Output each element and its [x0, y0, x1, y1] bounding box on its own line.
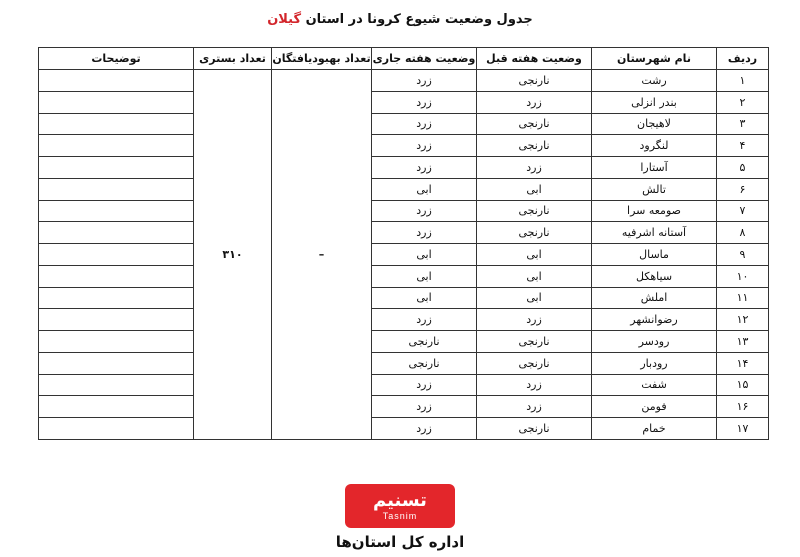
cell-index: ۲ — [717, 91, 769, 113]
cell-city: ماسال — [592, 244, 717, 266]
cell-index: ۸ — [717, 222, 769, 244]
table-row — [39, 178, 769, 200]
cell-prev-status: نارنجی — [477, 113, 592, 135]
cell-curr-status: زرد — [372, 91, 477, 113]
cell-city: صومعه سرا — [592, 200, 717, 222]
cell-city: بندر انزلی — [592, 91, 717, 113]
cell-city: رودبار — [592, 352, 717, 374]
cell-notes — [39, 222, 194, 244]
cell-curr-status: ابی — [372, 287, 477, 309]
cell-index: ۷ — [717, 200, 769, 222]
cell-prev-status: زرد — [477, 157, 592, 179]
cell-city: شفت — [592, 374, 717, 396]
cell-city: رشت — [592, 70, 717, 92]
table-row — [39, 374, 769, 396]
cell-curr-status: زرد — [372, 157, 477, 179]
cell-notes — [39, 309, 194, 331]
cell-notes — [39, 396, 194, 418]
table-row — [39, 287, 769, 309]
title-province: گیلان — [267, 12, 302, 27]
cell-prev-status: نارنجی — [477, 135, 592, 157]
cell-city: خمام — [592, 418, 717, 440]
cell-index: ۹ — [717, 244, 769, 266]
header-prev-week: وضعیت هفته قبل — [477, 48, 592, 70]
table-title — [0, 12, 800, 27]
cell-city: سیاهکل — [592, 265, 717, 287]
cell-city: لنگرود — [592, 135, 717, 157]
table-row — [39, 352, 769, 374]
cell-city: تالش — [592, 178, 717, 200]
cell-hospitalized-total: ۳۱۰ — [194, 70, 272, 440]
cell-notes — [39, 352, 194, 374]
table-row — [39, 135, 769, 157]
cell-notes — [39, 265, 194, 287]
cell-curr-status: زرد — [372, 70, 477, 92]
header-notes: توضیحات — [39, 48, 194, 70]
cell-curr-status: زرد — [372, 222, 477, 244]
cell-curr-status: زرد — [372, 113, 477, 135]
cell-prev-status: زرد — [477, 309, 592, 331]
table-row — [39, 200, 769, 222]
cell-notes — [39, 70, 194, 92]
cell-index: ۶ — [717, 178, 769, 200]
cell-notes — [39, 418, 194, 440]
corona-status-table — [38, 47, 769, 440]
cell-prev-status: زرد — [477, 374, 592, 396]
cell-index: ۵ — [717, 157, 769, 179]
table-row — [39, 157, 769, 179]
cell-prev-status: نارنجی — [477, 70, 592, 92]
table-row — [39, 91, 769, 113]
cell-notes — [39, 178, 194, 200]
cell-curr-status: ابی — [372, 178, 477, 200]
cell-index: ۱۴ — [717, 352, 769, 374]
cell-city: رضوانشهر — [592, 309, 717, 331]
cell-prev-status: زرد — [477, 91, 592, 113]
cell-notes — [39, 91, 194, 113]
cell-city: آستارا — [592, 157, 717, 179]
footer-caption: اداره کل استان‌ها — [335, 533, 465, 551]
cell-curr-status: زرد — [372, 309, 477, 331]
cell-notes — [39, 113, 194, 135]
table-row — [39, 222, 769, 244]
cell-notes — [39, 244, 194, 266]
cell-prev-status: نارنجی — [477, 331, 592, 353]
table-row — [39, 418, 769, 440]
header-city: نام شهرستان — [592, 48, 717, 70]
cell-prev-status: نارنجی — [477, 418, 592, 440]
table-row — [39, 70, 769, 92]
cell-index: ۱۷ — [717, 418, 769, 440]
cell-notes — [39, 374, 194, 396]
title-text: جدول وضعیت شیوع کرونا در استان — [305, 12, 533, 27]
cell-prev-status: نارنجی — [477, 352, 592, 374]
cell-prev-status: ابی — [477, 287, 592, 309]
cell-prev-status: ابی — [477, 265, 592, 287]
cell-index: ۱۵ — [717, 374, 769, 396]
cell-curr-status: زرد — [372, 396, 477, 418]
cell-index: ۱۲ — [717, 309, 769, 331]
table-row — [39, 396, 769, 418]
cell-notes — [39, 200, 194, 222]
header-hospitalized: تعداد بستری — [194, 48, 272, 70]
cell-prev-status: نارنجی — [477, 200, 592, 222]
table-row — [39, 331, 769, 353]
cell-city: فومن — [592, 396, 717, 418]
cell-city: رودسر — [592, 331, 717, 353]
cell-index: ۱۶ — [717, 396, 769, 418]
table-row — [39, 113, 769, 135]
cell-prev-status: ابی — [477, 244, 592, 266]
cell-notes — [39, 135, 194, 157]
cell-curr-status: نارنجی — [372, 331, 477, 353]
cell-notes — [39, 287, 194, 309]
cell-curr-status: زرد — [372, 418, 477, 440]
header-index: ردیف — [717, 48, 769, 70]
cell-prev-status: ابی — [477, 178, 592, 200]
cell-recovered-total: – — [272, 70, 372, 440]
cell-city: لاهیجان — [592, 113, 717, 135]
table-row — [39, 265, 769, 287]
cell-prev-status: زرد — [477, 396, 592, 418]
cell-city: املش — [592, 287, 717, 309]
cell-curr-status: زرد — [372, 374, 477, 396]
cell-index: ۱ — [717, 70, 769, 92]
cell-index: ۴ — [717, 135, 769, 157]
logo-mark: تسنیم — [373, 490, 427, 511]
cell-index: ۱۱ — [717, 287, 769, 309]
cell-notes — [39, 157, 194, 179]
logo-sub: Tasnim — [382, 511, 418, 521]
cell-curr-status: نارنجی — [372, 352, 477, 374]
tasnim-logo — [345, 484, 455, 528]
cell-notes — [39, 331, 194, 353]
header-recovered: تعداد بهبودیافتگان — [272, 48, 372, 70]
cell-index: ۳ — [717, 113, 769, 135]
cell-city: آستانه اشرفیه — [592, 222, 717, 244]
cell-curr-status: ابی — [372, 244, 477, 266]
cell-prev-status: نارنجی — [477, 222, 592, 244]
cell-curr-status: ابی — [372, 265, 477, 287]
cell-index: ۱۰ — [717, 265, 769, 287]
header-curr-week: وضعیت هفته جاری — [372, 48, 477, 70]
table-row — [39, 244, 769, 266]
cell-curr-status: زرد — [372, 200, 477, 222]
table-header-row — [39, 48, 769, 70]
cell-index: ۱۳ — [717, 331, 769, 353]
cell-curr-status: زرد — [372, 135, 477, 157]
table-row — [39, 309, 769, 331]
